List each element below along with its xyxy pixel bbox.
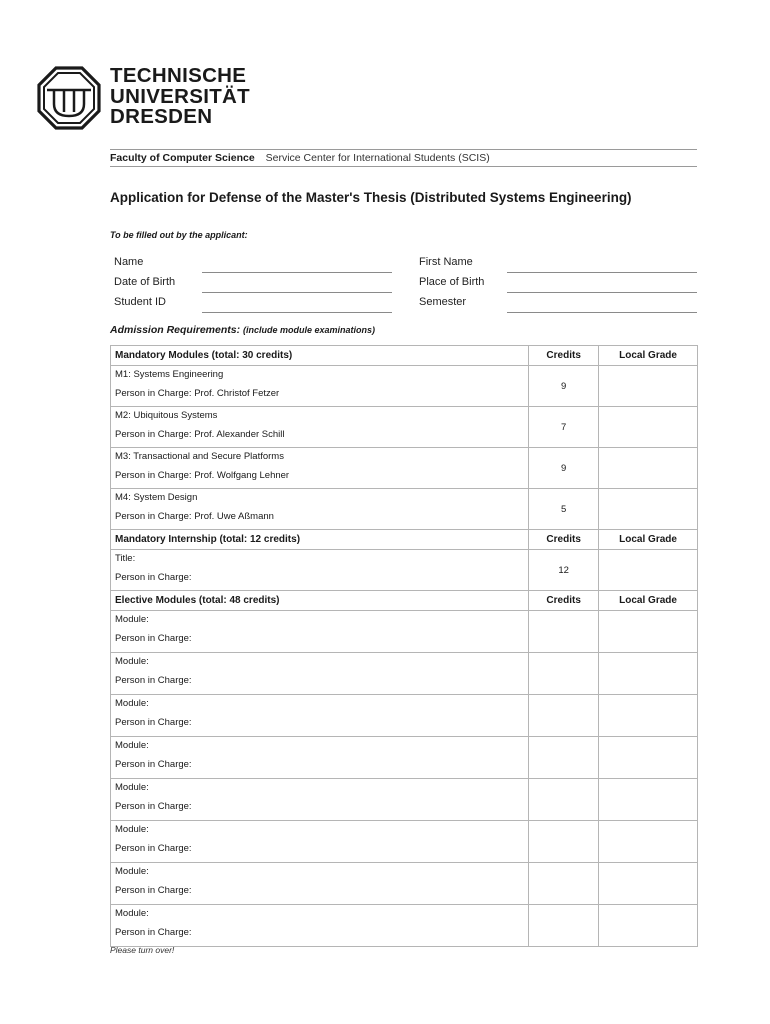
name-label: Name [114, 256, 144, 268]
module-name: M2: Ubiquitous Systems [115, 410, 218, 421]
internship-grade-header: Local Grade [599, 530, 698, 550]
internship-person-label: Person in Charge: [115, 572, 192, 583]
elective-header: Elective Modules (total: 48 credits) [111, 591, 529, 611]
elective-grade-field[interactable] [599, 695, 698, 737]
faculty-header [110, 149, 697, 167]
elective-credits-field[interactable] [529, 695, 599, 737]
admission-label: Admission Requirements: [110, 324, 241, 336]
table-row [111, 779, 698, 821]
module-credits: 9 [529, 448, 599, 489]
elective-credits-field[interactable] [529, 779, 599, 821]
place-of-birth-label: Place of Birth [419, 276, 485, 288]
internship-header-row [111, 530, 698, 550]
elective-module-label: Module: [115, 782, 149, 793]
first-name-field[interactable] [507, 272, 697, 273]
module-person: Person in Charge: Prof. Uwe Aßmann [115, 511, 274, 522]
elective-person-label: Person in Charge: [115, 885, 192, 896]
module-name: M3: Transactional and Secure Platforms [115, 451, 284, 462]
table-row [111, 448, 698, 489]
elective-person-label: Person in Charge: [115, 675, 192, 686]
elective-module-label: Module: [115, 698, 149, 709]
elective-grade-field[interactable] [599, 863, 698, 905]
internship-credits-header: Credits [529, 530, 599, 550]
internship-credits: 12 [529, 550, 599, 591]
admission-sub: (include module examinations) [243, 325, 376, 335]
elective-credits-field[interactable] [529, 737, 599, 779]
table-row [111, 489, 698, 530]
semester-field[interactable] [507, 312, 697, 313]
elective-person-label: Person in Charge: [115, 717, 192, 728]
requirements-table [110, 345, 698, 947]
service-center-name: Service Center for International Students (SCIS) [265, 152, 490, 164]
elective-grade-field[interactable] [599, 905, 698, 947]
first-name-label: First Name [419, 256, 473, 268]
table-row [111, 611, 698, 653]
module-person: Person in Charge: Prof. Wolfgang Lehner [115, 470, 290, 481]
module-grade-field[interactable] [599, 448, 698, 489]
semester-label: Semester [419, 296, 467, 308]
elective-header-row [111, 591, 698, 611]
module-grade-field[interactable] [599, 407, 698, 448]
module-grade-field[interactable] [599, 366, 698, 407]
elective-credits-field[interactable] [529, 905, 599, 947]
fill-note: To be filled out by the applicant: [110, 230, 248, 240]
internship-title-label: Title: [115, 553, 136, 564]
module-credits: 5 [529, 489, 599, 530]
logo-wordmark [110, 66, 250, 128]
table-row [111, 737, 698, 779]
date-of-birth-label: Date of Birth [114, 276, 176, 288]
name-field[interactable] [202, 272, 392, 273]
elective-grade-field[interactable] [599, 737, 698, 779]
mandatory-header-row [111, 346, 698, 366]
table-row [111, 366, 698, 407]
elective-grade-field[interactable] [599, 653, 698, 695]
document-title: Application for Defense of the Master's Thesis (Distributed Systems Engineering) [110, 190, 632, 205]
elective-person-label: Person in Charge: [115, 759, 192, 770]
logo-line-3: DRESDEN [110, 105, 213, 128]
module-name: M1: Systems Engineering [115, 369, 224, 380]
elective-module-label: Module: [115, 614, 149, 625]
turn-over-note: Please turn over! [110, 945, 175, 955]
elective-person-label: Person in Charge: [115, 843, 192, 854]
table-row [111, 821, 698, 863]
module-grade-field[interactable] [599, 489, 698, 530]
table-row [111, 695, 698, 737]
module-person: Person in Charge: Prof. Alexander Schill [115, 429, 285, 440]
admission-heading [110, 324, 375, 336]
table-row [111, 653, 698, 695]
tu-dresden-emblem-icon [37, 66, 101, 130]
date-of-birth-field[interactable] [202, 292, 392, 293]
logo-line-1: TECHNISCHE [110, 64, 247, 87]
module-credits: 7 [529, 407, 599, 448]
elective-person-label: Person in Charge: [115, 927, 192, 938]
table-row [111, 905, 698, 947]
elective-credits-header: Credits [529, 591, 599, 611]
elective-module-label: Module: [115, 740, 149, 751]
elective-module-label: Module: [115, 824, 149, 835]
elective-grade-field[interactable] [599, 779, 698, 821]
logo-line-2: UNIVERSITÄT [110, 84, 250, 108]
table-row [111, 407, 698, 448]
elective-grade-field[interactable] [599, 821, 698, 863]
elective-credits-field[interactable] [529, 611, 599, 653]
student-id-label: Student ID [114, 296, 166, 308]
student-id-field[interactable] [202, 312, 392, 313]
faculty-name: Faculty of Computer Science [110, 152, 255, 164]
internship-grade-field[interactable] [599, 550, 698, 591]
module-name: M4: System Design [115, 492, 198, 503]
elective-person-label: Person in Charge: [115, 801, 192, 812]
table-row [111, 550, 698, 591]
mandatory-grade-header: Local Grade [599, 346, 698, 366]
elective-module-label: Module: [115, 656, 149, 667]
mandatory-header: Mandatory Modules (total: 30 credits) [111, 346, 529, 366]
elective-credits-field[interactable] [529, 653, 599, 695]
internship-header: Mandatory Internship (total: 12 credits) [111, 530, 529, 550]
module-person: Person in Charge: Prof. Christof Fetzer [115, 388, 280, 399]
module-credits: 9 [529, 366, 599, 407]
university-logo [37, 66, 267, 132]
elective-module-label: Module: [115, 866, 149, 877]
elective-credits-field[interactable] [529, 821, 599, 863]
table-row [111, 863, 698, 905]
elective-module-label: Module: [115, 908, 149, 919]
elective-grade-field[interactable] [599, 611, 698, 653]
elective-person-label: Person in Charge: [115, 633, 192, 644]
place-of-birth-field[interactable] [507, 292, 697, 293]
elective-credits-field[interactable] [529, 863, 599, 905]
mandatory-credits-header: Credits [529, 346, 599, 366]
elective-grade-header: Local Grade [599, 591, 698, 611]
